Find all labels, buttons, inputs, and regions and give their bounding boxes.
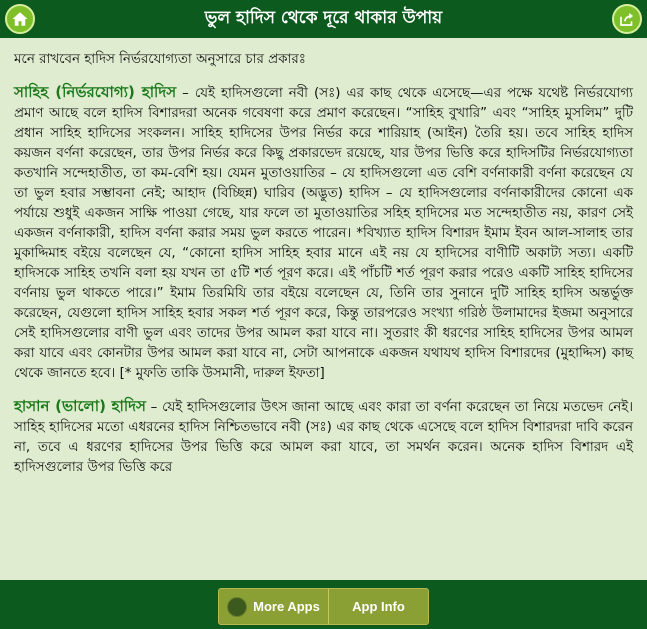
footer-button-group [218,588,429,625]
share-icon [618,10,636,28]
app-header [0,0,647,38]
page-title: ভুল হাদিস থেকে দূরে থাকার উপায় [204,8,443,28]
app-info-label: App Info [352,599,405,614]
term-sahih: সাহিহ (নির্ভরযোগ্য) হাদিস [14,83,177,101]
section-hasan [14,396,633,478]
footer-bar [0,580,647,629]
term-hasan: হাসান (ভালো) হাদিস [14,397,146,415]
more-apps-button[interactable] [219,589,329,624]
intro-text: মনে রাখবেন হাদিস নির্ভরযোগ্যতা অনুসারে চার প্রকারঃ [14,52,306,67]
share-button[interactable] [612,4,642,34]
more-apps-label: More Apps [253,599,320,614]
more-apps-icon [227,597,247,617]
text-hasan: – যেই হাদিসগুলোর উৎস জানা আছে এবং কারা তা বর্ণনা করেছেন তা নিয়ে মতভেদ নেই। সাহিহ হাদিসের মতো এধরনের হাদিস নিশ্চিতভাবে নবী (সঃ) এর কাছ থেকে এসেছে বলে হাদিস বিশারদরা দাবি করেন না, তবে এ ধরণের হাদিসের উপর ভিত্তি করে আমল করা যাবে, তা সমর্থন করেন। অনেক হাদিস বিশারদ এই হাদিসগুলোর উপর ভিত্তি করে [14,400,633,475]
section-sahih [14,82,633,384]
home-button[interactable] [5,4,35,34]
home-icon [11,10,29,28]
article-content [0,38,647,580]
text-sahih: – যেই হাদিসগুলো নবী (সঃ) এর কাছ থেকে এসেছে—এর পক্ষে যথেষ্ট নির্ভরযোগ্য প্রমাণ আছে বলে হাদিস বিশারদরা অনেক গবেষণা করে প্রমাণ করেছেন। “সাহিহ বুখারি” এবং “সাহিহ মুসলিম” দুটি প্রধান সাহিহ হাদিসের সংকলন। সাহিহ হাদিসের উপর নির্ভর করে শারিয়াহ (আইন) তৈরি হয়। তবে সাহিহ হাদিস কয়জন বর্ণনা করেছেন, তার উপর নির্ভর করে কিছু প্রকারভেদ রয়েছে, যার উপর ভিত্তি করে হাদিসটির নির্ভরযোগ্যতা কতখানি সন্দেহাতীত, তা কম-বেশি হয়। যেমন মুতাওয়াতির – যে হাদিসগুলো এত বেশি বর্ণনাকারী বর্ণনা করেছেন যে তা ভুল হবার সম্ভাবনা নেই; আহাদ (বিচ্ছিন্ন) ঘারিব (অদ্ভুত) হাদিস – যে হাদিসগুলোর বর্ণনাকারীদের কোনো এক পর্যায়ে শুধুই একজন সাক্ষি পাওয়া গেছে, যার ফলে তা মুতাওয়াতির সহিহ হাদিসের মত সন্দেহাতীত নয়, কারণ সেই একজন বর্ণনাকারী, হাদিস বর্ণনা করার সময় ভুল করতে পারেন। *বিখ্যাত হাদিস বিশারদ ইমাম ইবন আল-সালাহ তার মুকাদ্দিমাহ বইয়ে বলেছেন যে, “কোনো হাদিস সাহিহ হবার মানে এই নয় যে হাদিসের বাণীটি অকাট্য সত্য। একটি হাদিসকে সাহিহ তখনি বলা হয় যখন তা ৫টি শর্ত পূরণ করে। এই পাঁচটি শর্ত পূরণ করার পরেও একটি সাহিহ হাদিসের বর্ণনায় ভুল থাকতে পারে।” ইমাম তিরমিযি তার বইয়ে বলেছেন যে, তিনি তার সুনানে দুটি সাহিহ হাদিস অন্তর্ভুক্ত করেছেন, যেগুলো হাদিস সাহিহ হবার সকল শর্ত পূরণ করে, কিন্তু তারপরেও সংখ্যা গরিষ্ঠ উলামাদের ইজমা অনুসারে সেই হাদিসগুলোর বাণী ভুল এবং তাদের উপর আমল করা যাবে না। সুতরাং কী ধরণের সাহিহ হাদিসের উপর আমল করা যাবে এবং কোনটার উপর আমল করা যাবে না, সেটা আপনাকে একজন যথাযথ হাদিস বিশারদের (মুহাদ্দিস) কাছ থেকে জানতে হবে। [* মুফতি তাকি উসমানী, দারুল ইফতা] [14,86,633,381]
app-info-button[interactable] [329,589,428,624]
